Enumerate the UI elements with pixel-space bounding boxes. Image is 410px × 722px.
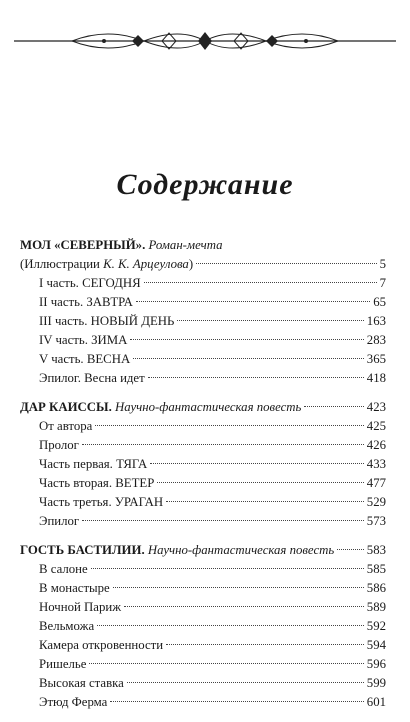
entry-label: Эпилог. Весна идет [39, 371, 145, 385]
page-number: 596 [366, 657, 386, 671]
entry-label: IV часть. ЗИМА [39, 333, 128, 347]
entry-label: Часть первая. ТЯГА [39, 457, 148, 471]
toc-entry [20, 274, 386, 293]
entry-label: Эпилог [39, 514, 80, 528]
page-number: 599 [366, 676, 386, 690]
leader-dots [166, 501, 364, 502]
page-number: 529 [366, 495, 386, 509]
leader-dots [82, 444, 364, 445]
toc-section [20, 541, 386, 712]
toc-entry [20, 579, 386, 598]
page-number: 585 [366, 562, 386, 576]
entry-label: III часть. НОВЫЙ ДЕНЬ [39, 314, 175, 328]
toc-entry [20, 655, 386, 674]
leader-dots [144, 282, 377, 283]
toc-entry [20, 255, 386, 274]
page-number: 423 [366, 400, 386, 414]
toc-entry [20, 636, 386, 655]
toc-entry [20, 293, 386, 312]
entry-label: I часть. СЕГОДНЯ [39, 276, 141, 290]
page-number: 583 [366, 543, 386, 557]
entry-label: В монастыре [39, 581, 110, 595]
leader-dots [157, 482, 363, 483]
toc-entry [20, 350, 386, 369]
page-number: 594 [366, 638, 386, 652]
leader-dots [95, 425, 363, 426]
entry-label: Часть третья. УРАГАН [39, 495, 164, 509]
entry-label: V часть. ВЕСНА [39, 352, 131, 366]
toc-entry [20, 693, 386, 712]
section-subtitle: Научно-фантастическая повесть [147, 543, 335, 557]
toc-entry [20, 674, 386, 693]
toc-entry [20, 455, 386, 474]
illustrator-note: (Иллюстрации К. К. Арцеулова) [20, 257, 194, 271]
page-number: 586 [366, 581, 386, 595]
leader-dots [337, 549, 364, 550]
page-number: 589 [366, 600, 386, 614]
page-number: 65 [373, 295, 386, 309]
decorative-ornament [14, 26, 396, 56]
toc-entry [20, 493, 386, 512]
toc-entry [20, 436, 386, 455]
page-number: 5 [379, 257, 386, 271]
entry-label: Вельможа [39, 619, 95, 633]
toc-entry [20, 512, 386, 531]
page-number: 418 [366, 371, 386, 385]
entry-label: Пролог [39, 438, 79, 452]
leader-dots [91, 568, 364, 569]
leader-dots [89, 663, 363, 664]
leader-dots [82, 520, 364, 521]
entry-label: От автора [39, 419, 93, 433]
toc-entry [20, 474, 386, 493]
toc-entry [20, 312, 386, 331]
entry-label: Этюд Ферма [39, 695, 108, 709]
table-of-contents [20, 236, 386, 722]
entry-label: Ночной Париж [39, 600, 122, 614]
leader-dots [133, 358, 364, 359]
leader-dots [166, 644, 364, 645]
leader-dots [110, 701, 363, 702]
leader-dots [113, 587, 364, 588]
toc-entry [20, 417, 386, 436]
entry-label: Высокая ставка [39, 676, 124, 690]
toc-section [20, 398, 386, 531]
leader-dots [130, 339, 363, 340]
page-title: Содержание [116, 168, 294, 201]
entry-label: Ришелье [39, 657, 87, 671]
entry-label: II часть. ЗАВТРА [39, 295, 133, 309]
section-subtitle: Научно-фантастическая повесть [115, 400, 302, 414]
toc-entry [20, 369, 386, 388]
leader-dots [177, 320, 363, 321]
leader-dots [304, 406, 363, 407]
section-subtitle: Роман-мечта [148, 238, 223, 252]
entry-label: Камера откровенности [39, 638, 164, 652]
page-number: 477 [366, 476, 386, 490]
leader-dots [97, 625, 364, 626]
leader-dots [127, 682, 364, 683]
toc-entry [20, 598, 386, 617]
leader-dots [148, 377, 364, 378]
leader-dots [124, 606, 364, 607]
entry-label: В салоне [39, 562, 88, 576]
page-number: 283 [366, 333, 386, 347]
toc-entry [20, 617, 386, 636]
toc-section [20, 236, 386, 388]
section-title: МОЛ «СЕВЕРНЫЙ» [20, 238, 143, 252]
page-number: 573 [366, 514, 386, 528]
page-number: 426 [366, 438, 386, 452]
page-number: 425 [366, 419, 386, 433]
section-heading: ДАР КАИССЫ. Научно-фантастическая повесть 423 [20, 398, 386, 417]
section-title: ДАР КАИССЫ [20, 400, 109, 414]
toc-entry [20, 331, 386, 350]
section-heading: МОЛ «СЕВЕРНЫЙ». Роман-мечта [20, 238, 223, 252]
page-number: 163 [366, 314, 386, 328]
page-number: 365 [366, 352, 386, 366]
page-number: 601 [366, 695, 386, 709]
page-number: 592 [366, 619, 386, 633]
entry-label: Часть вторая. ВЕТЕР [39, 476, 155, 490]
page-number: 7 [379, 276, 386, 290]
leader-dots [196, 263, 376, 264]
page-number: 433 [366, 457, 386, 471]
section-heading: ГОСТЬ БАСТИЛИИ. Научно-фантастическая повесть 583 [20, 541, 386, 560]
leader-dots [136, 301, 370, 302]
section-title: ГОСТЬ БАСТИЛИИ [20, 543, 142, 557]
leader-dots [150, 463, 364, 464]
toc-entry [20, 560, 386, 579]
